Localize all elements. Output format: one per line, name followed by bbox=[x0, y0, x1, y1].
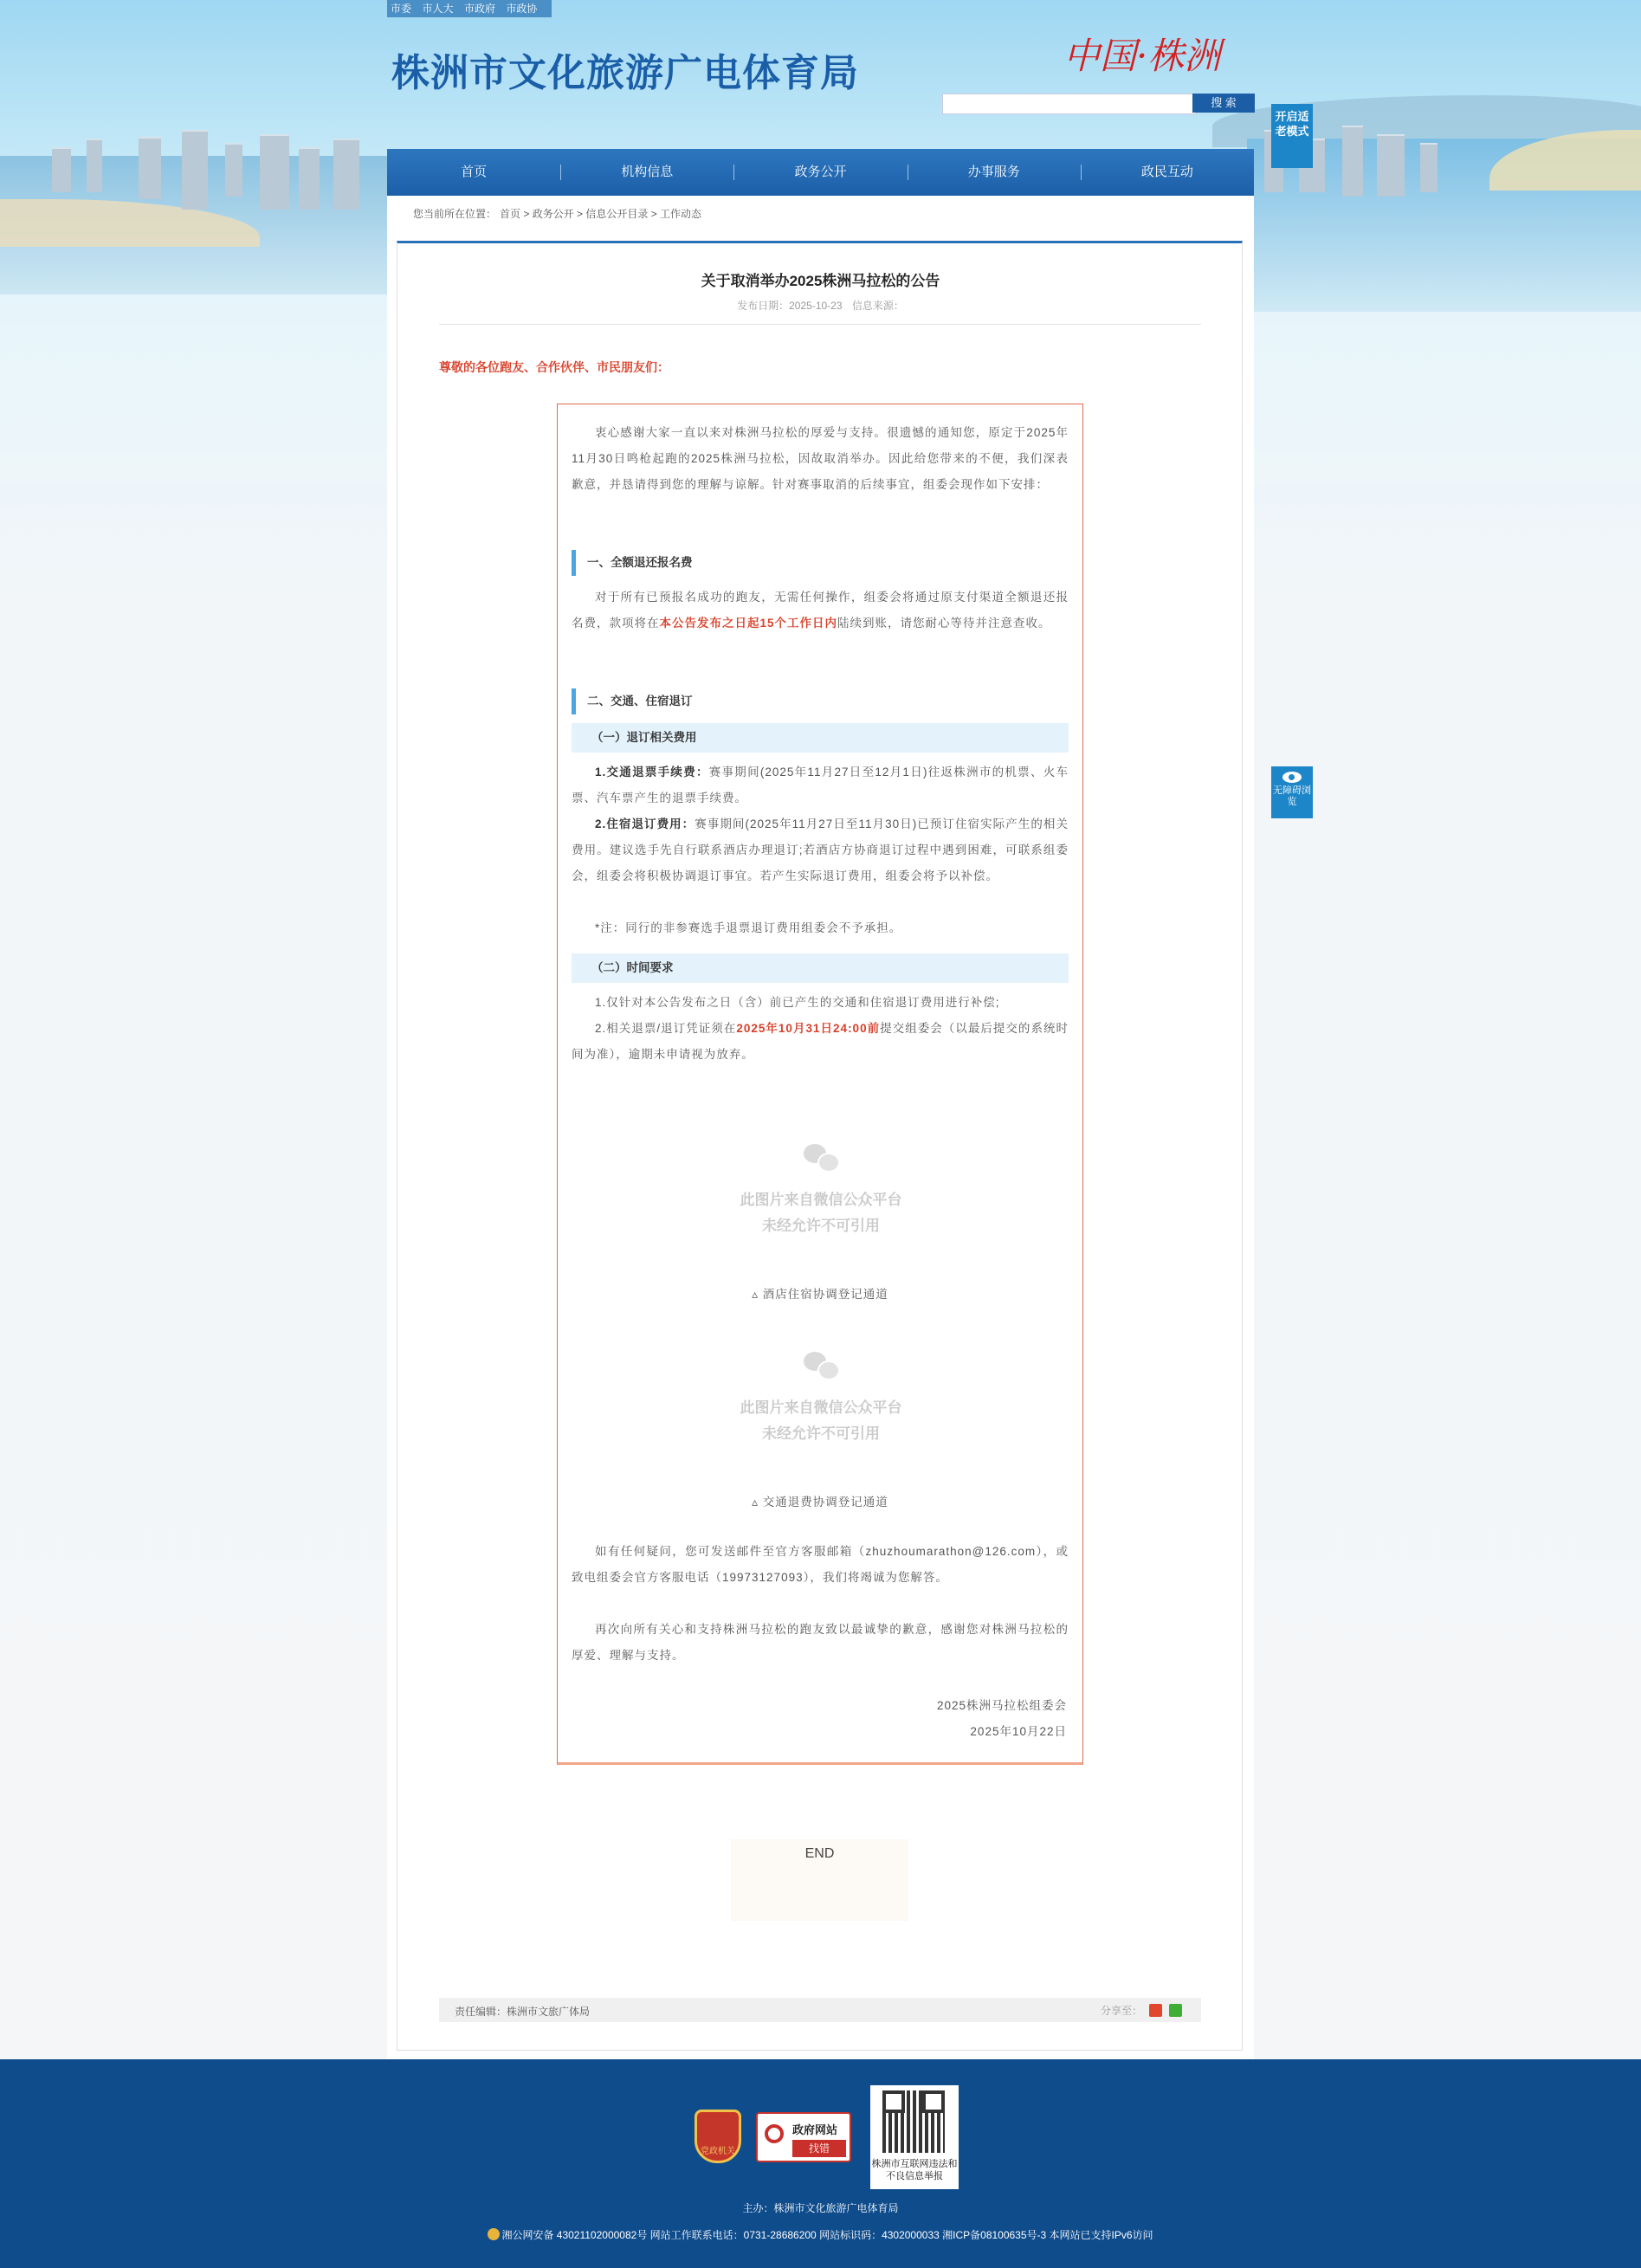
transport-caption: ▵ 交通退费协调登记通道 bbox=[752, 1496, 888, 1509]
qr-caption: 株洲市互联网违法和不良信息举报 bbox=[871, 2159, 958, 2181]
report-error-badge[interactable]: 政府网站 找错 bbox=[756, 2112, 851, 2162]
end-marker: END bbox=[731, 1839, 908, 1921]
site-title[interactable]: 株洲市文化旅游广电体育局 bbox=[391, 51, 859, 95]
sponsor: 主办：株洲市文化旅游广电体育局 bbox=[742, 2202, 899, 2214]
top-link-congress[interactable]: 市人大 bbox=[422, 3, 454, 15]
accessibility-label: 无障碍浏览 bbox=[1273, 785, 1311, 807]
top-links bbox=[387, 0, 552, 17]
wechat-share-icon[interactable] bbox=[1169, 2004, 1182, 2017]
fee-note: *注：同行的非参赛选手退票退订费用组委会不予承担。 bbox=[595, 921, 902, 934]
section-refund-heading: 一、全额退还报名费 bbox=[572, 550, 1069, 576]
info-source: 信息来源： bbox=[851, 300, 904, 312]
refund-deadline: 本公告发布之日起15个工作日内 bbox=[659, 617, 838, 630]
greeting: 尊敬的各位跑友、合作伙伴、市民朋友们： bbox=[439, 361, 669, 375]
nav-government-affairs[interactable]: 政务公开 bbox=[733, 149, 907, 196]
notice-box bbox=[557, 404, 1083, 1765]
footer-info: 湘公网安备 43021102000082号 网站工作联系电话：0731-28686200 网站标识码：4302000033 湘ICP备08100635号-3 本网站已支持IPv6访问 bbox=[0, 2227, 1641, 2242]
accessibility-button[interactable] bbox=[1271, 766, 1313, 818]
weibo-share-icon[interactable] bbox=[1149, 2004, 1162, 2017]
breadcrumb-path[interactable]: 首页 > 政务公开 > 信息公开目录 > 工作动态 bbox=[500, 208, 702, 220]
signature-org: 2025株洲马拉松组委会 bbox=[936, 1699, 1067, 1712]
eye-icon bbox=[1282, 772, 1302, 783]
section-transport-heading: 二、交通、住宿退订 bbox=[572, 688, 1069, 714]
hotel-qr-image: 此图片来自微信公众平台 未经允许不可引用 bbox=[696, 1144, 946, 1239]
nav-organization[interactable]: 机构信息 bbox=[560, 149, 733, 196]
main-nav bbox=[387, 149, 1254, 196]
time-requirement-1: 1.仅针对本公告发布之日（含）前已产生的交通和住宿退订费用进行补偿; bbox=[595, 996, 1000, 1009]
subsection-fees-heading: （一）退订相关费用 bbox=[572, 723, 1069, 753]
editor-bar bbox=[439, 1998, 1201, 2022]
transport-qr-image: 此图片来自微信公众平台 未经允许不可引用 bbox=[696, 1352, 946, 1447]
refund-paragraph: 对于所有已预报名成功的跑友，无需任何操作，组委会将通过原支付渠道全额退还报名费，款项将在本公告发布之日起15个工作日内陆续到账，请您耐心等待并注意查收。 bbox=[572, 591, 1069, 630]
title-divider bbox=[439, 324, 1201, 325]
lodging-fee-item: 2.住宿退订费用：赛事期间(2025年11月27日至11月30日)已预订住宿实际产生的相关费用。建议选手先自行联系酒店办理退订;若酒店方协商退订过程中遇到困难，可联系组委会，组委会将积极协调退订事宜。若产生实际退订费用，组委会将予以补偿。 bbox=[572, 817, 1069, 882]
police-badge-icon bbox=[488, 2228, 500, 2240]
article-title: 关于取消举办2025株洲马拉松的公告 bbox=[701, 273, 940, 289]
contact-paragraph: 如有任何疑问，您可发送邮件至官方客服邮箱（zhuzhoumarathon@126.com），或致电组委会官方客服电话（19973127093），我们将竭诚为您解答。 bbox=[572, 1545, 1069, 1584]
closing-paragraph: 再次向所有关心和支持株洲马拉松的跑友致以最诚挚的歉意，感谢您对株洲马拉松的厚爱、理解与支持。 bbox=[572, 1623, 1069, 1662]
report-qr-card[interactable] bbox=[870, 2085, 959, 2189]
intro-paragraph: 衷心感谢大家一直以来对株洲马拉松的厚爱与支持。很遗憾的通知您，原定于2025年11月30日鸣枪起跑的2025株洲马拉松，因故取消举办。因此给您带来的不便，我们深表歉意，并恳请得到您的理解与谅解。针对赛事取消的后续事宜，组委会现作如下安排： bbox=[572, 426, 1069, 491]
wechat-icon bbox=[804, 1352, 838, 1380]
china-zhuzhou-logo: 中国·株洲 bbox=[1063, 35, 1221, 77]
top-link-government[interactable]: 市政府 bbox=[463, 3, 495, 15]
time-requirement-2: 2.相关退票/退订凭证须在2025年10月31日24:00前提交组委会（以最后提交的系统时间为准），逾期未申请视为放弃。 bbox=[572, 1022, 1069, 1061]
search-button[interactable]: 搜 索 bbox=[1192, 94, 1255, 113]
magnifier-icon bbox=[765, 2124, 784, 2143]
share-label: 分享至： bbox=[1100, 2005, 1142, 2017]
search-input[interactable] bbox=[942, 94, 1197, 114]
wechat-icon bbox=[804, 1144, 838, 1172]
subsection-time-heading: （二）时间要求 bbox=[572, 953, 1069, 983]
publish-date: 发布日期：2025-10-23 bbox=[737, 300, 843, 312]
top-link-cppcc[interactable]: 市政协 bbox=[506, 3, 538, 15]
nav-interaction[interactable]: 政民互动 bbox=[1081, 149, 1254, 196]
nav-home[interactable]: 首页 bbox=[461, 165, 488, 179]
party-govt-badge[interactable]: 党政机关 bbox=[695, 2110, 741, 2163]
top-link-party[interactable]: 市委 bbox=[391, 3, 412, 15]
responsible-editor: 责任编辑：株洲市文旅广体局 bbox=[455, 2006, 591, 2018]
signature-date: 2025年10月22日 bbox=[970, 1725, 1067, 1738]
elder-mode-button[interactable]: 开启适老模式 bbox=[1271, 104, 1313, 168]
nav-services[interactable]: 办事服务 bbox=[908, 149, 1081, 196]
hotel-caption: ▵ 酒店住宿协调登记通道 bbox=[752, 1288, 888, 1301]
article-meta bbox=[387, 298, 1254, 313]
qr-code bbox=[882, 2090, 945, 2153]
footer bbox=[0, 2059, 1641, 2268]
transport-fee-item: 1.交通退票手续费：赛事期间(2025年11月27日至12月1日)往返株洲市的机票、火车票、汽车票产生的退票手续费。 bbox=[572, 766, 1069, 804]
breadcrumb-bar bbox=[387, 196, 1254, 233]
breadcrumb-label: 您当前所在位置： bbox=[413, 208, 497, 220]
breadcrumb bbox=[413, 206, 705, 221]
share-group bbox=[1101, 2003, 1182, 2018]
submission-deadline: 2025年10月31日24:00前 bbox=[736, 1022, 881, 1035]
